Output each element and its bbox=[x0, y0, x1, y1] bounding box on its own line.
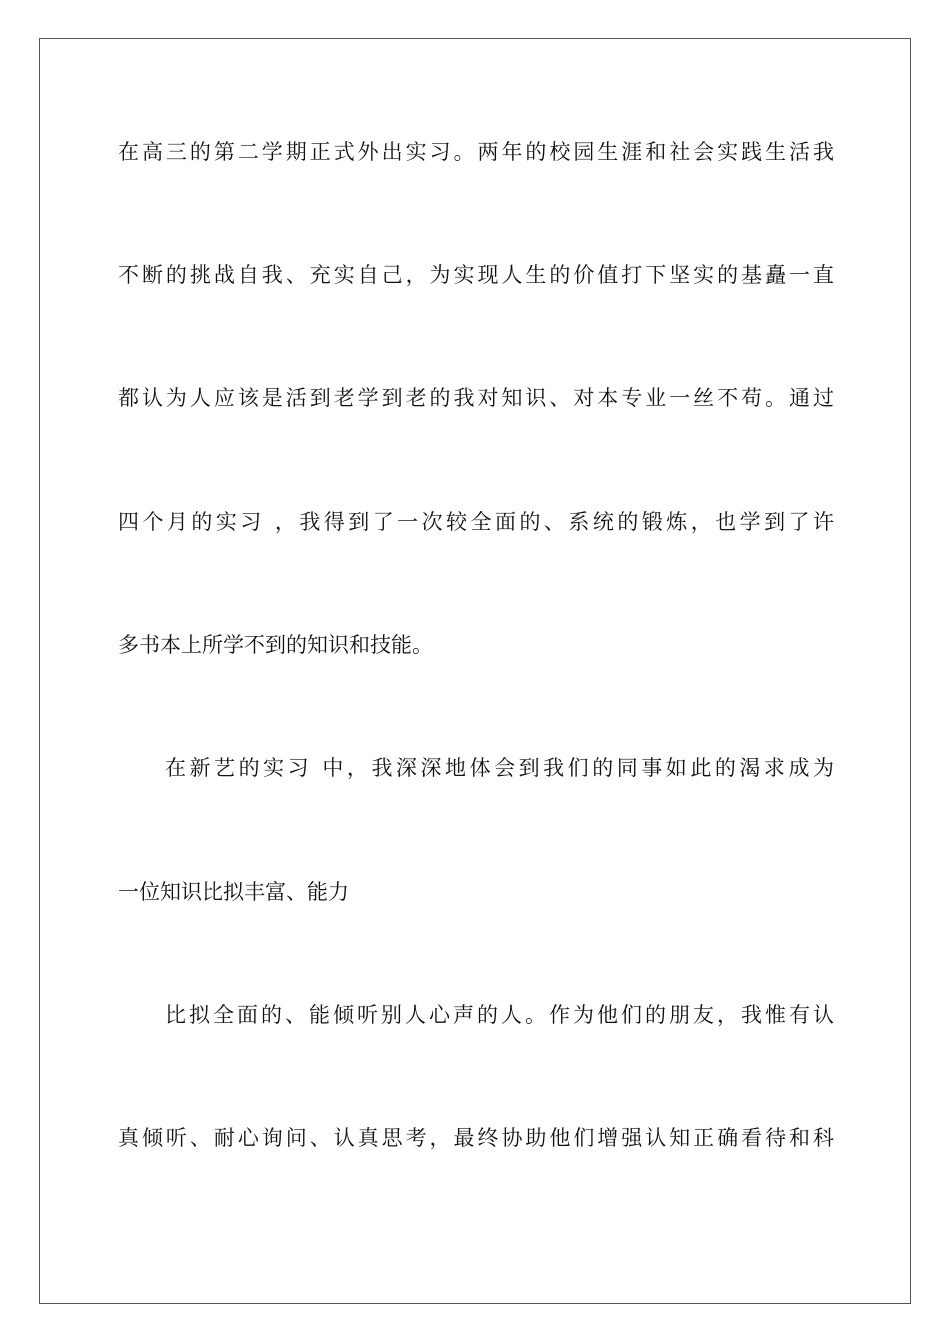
text-line-1: 在高三的第二学期正式外出实习。两年的校园生涯和社会实践生活我 bbox=[118, 140, 834, 164]
page-border bbox=[39, 38, 911, 1304]
text-line-5: 多书本上所学不到的知识和技能。 bbox=[118, 633, 433, 657]
text-line-4: 四个月的实习 ，我得到了一次较全面的、系统的锻炼，也学到了许 bbox=[118, 510, 834, 534]
text-line-3: 都认为人应该是活到老学到老的我对知识、对本专业一丝不苟。通过 bbox=[118, 386, 834, 410]
text-line-6: 在新艺的实习 中，我深深地体会到我们的同事如此的渴求成为 bbox=[165, 756, 834, 780]
text-line-8: 比拟全面的、能倾听别人心声的人。作为他们的朋友，我惟有认 bbox=[165, 1003, 834, 1027]
text-line-9: 真倾听、耐心询问、认真思考，最终协助他们增强认知正确看待和科 bbox=[118, 1126, 834, 1150]
text-line-2: 不断的挑战自我、充实自己，为实现人生的价值打下坚实的基矗一直 bbox=[118, 263, 834, 287]
text-line-7: 一位知识比拟丰富、能力 bbox=[118, 880, 349, 904]
